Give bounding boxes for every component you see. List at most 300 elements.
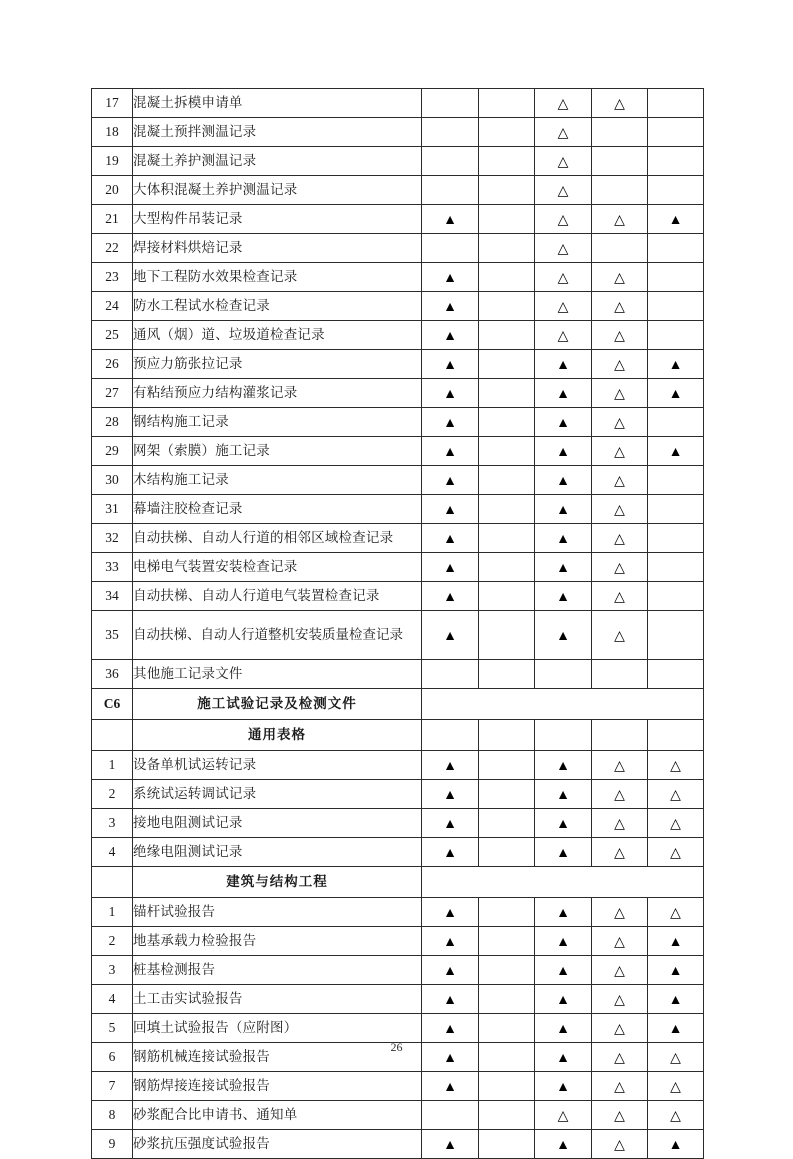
mark-cell-2 [479,927,535,956]
row-number-cell: 34 [92,582,133,611]
solid-triangle-icon: ▲ [668,1021,683,1037]
mark-cell-5 [648,118,704,147]
solid-triangle-icon: ▲ [556,905,570,921]
row-title-cell: 锚杆试验报告 [133,898,422,927]
table-row [92,1072,704,1101]
mark-cell-3 [535,466,592,495]
row-number-cell: 17 [92,89,133,118]
solid-triangle-icon: ▲ [668,357,683,373]
mark-cell-1 [422,660,479,689]
row-number-cell: 7 [92,1072,133,1101]
mark-cell-4 [592,660,648,689]
mark-cell-2 [479,89,535,118]
row-number-cell: 25 [92,321,133,350]
mark-cell-3 [535,147,592,176]
mark-cell-4 [592,1014,648,1043]
row-title-cell: 建筑与结构工程 [133,867,422,898]
mark-cell-2 [479,205,535,234]
table-row [92,689,704,720]
hollow-triangle-icon: △ [670,1050,681,1066]
hollow-triangle-icon: △ [614,1108,625,1124]
solid-triangle-icon: ▲ [668,386,683,402]
solid-triangle-icon: ▲ [556,787,570,803]
solid-triangle-icon: ▲ [556,357,570,373]
row-number-cell: 27 [92,379,133,408]
solid-triangle-icon: ▲ [556,502,570,518]
mark-cell-3 [535,495,592,524]
mark-cell-3 [535,898,592,927]
mark-cell-1 [422,809,479,838]
mark-cell-3 [535,408,592,437]
mark-cell-1 [422,611,479,660]
row-number-cell: 31 [92,495,133,524]
solid-triangle-icon: ▲ [443,560,457,576]
row-number-cell: 4 [92,985,133,1014]
hollow-triangle-icon: △ [670,905,681,921]
solid-triangle-icon: ▲ [443,589,457,605]
row-number-cell: C6 [92,689,133,720]
mark-cell-4 [592,408,648,437]
mark-cell-1 [422,466,479,495]
mark-cell-4 [592,89,648,118]
hollow-triangle-icon: △ [557,328,569,344]
solid-triangle-icon: ▲ [443,1050,457,1066]
hollow-triangle-icon: △ [614,560,625,576]
solid-triangle-icon: ▲ [443,934,457,950]
mark-cell-5 [648,89,704,118]
hollow-triangle-icon: △ [557,241,569,257]
mark-cell-4 [592,780,648,809]
row-title-cell: 砂浆配合比申请书、通知单 [133,1101,422,1130]
mark-cell-5 [648,985,704,1014]
mark-cell-2 [479,553,535,582]
table-row [92,1130,704,1159]
hollow-triangle-icon: △ [614,270,625,286]
row-title-cell: 砂浆抗压强度试验报告 [133,1130,422,1159]
row-title-cell: 混凝土养护测温记录 [133,147,422,176]
row-number-cell: 20 [92,176,133,205]
mark-cell-5 [648,408,704,437]
mark-cell-1 [422,956,479,985]
mark-cell-1 [422,1072,479,1101]
table-row [92,582,704,611]
hollow-triangle-icon: △ [614,589,625,605]
row-title-cell: 钢结构施工记录 [133,408,422,437]
hollow-triangle-icon: △ [670,845,681,861]
mark-cell-5 [648,321,704,350]
mark-cell-3 [535,553,592,582]
hollow-triangle-icon: △ [614,787,625,803]
mark-cell-2 [479,234,535,263]
table-row [92,234,704,263]
mark-cell-4 [592,898,648,927]
mark-cell-5 [648,350,704,379]
mark-cell-3 [535,751,592,780]
solid-triangle-icon: ▲ [668,934,683,950]
hollow-triangle-icon: △ [557,125,569,141]
hollow-triangle-icon: △ [614,386,625,402]
solid-triangle-icon: ▲ [556,1079,570,1095]
table-row [92,720,704,751]
row-number-cell: 2 [92,780,133,809]
mark-cell-4 [592,524,648,553]
hollow-triangle-icon: △ [614,1079,625,1095]
solid-triangle-icon: ▲ [668,1137,683,1153]
mark-cell-2 [479,780,535,809]
row-title-cell: 钢筋机械连接试验报告 [133,1043,422,1072]
row-title-cell: 地下工程防水效果检查记录 [133,263,422,292]
mark-cell-5 [648,1014,704,1043]
mark-cell-4 [592,205,648,234]
mark-cell-5 [648,437,704,466]
solid-triangle-icon: ▲ [556,589,570,605]
merged-mark-cell [422,867,704,898]
hollow-triangle-icon: △ [614,1050,625,1066]
mark-cell-4 [592,956,648,985]
row-number-cell: 19 [92,147,133,176]
table-row [92,176,704,205]
mark-cell-4 [592,466,648,495]
row-number-cell: 4 [92,838,133,867]
mark-cell-5 [648,720,704,751]
hollow-triangle-icon: △ [614,1021,625,1037]
table-row [92,147,704,176]
mark-cell-4 [592,809,648,838]
row-number-cell: 32 [92,524,133,553]
table-row [92,867,704,898]
row-number-cell: 3 [92,956,133,985]
mark-cell-1 [422,1101,479,1130]
hollow-triangle-icon: △ [557,270,569,286]
row-title-cell: 大体积混凝土养护测温记录 [133,176,422,205]
mark-cell-5 [648,379,704,408]
mark-cell-4 [592,751,648,780]
row-title-cell: 地基承载力检验报告 [133,927,422,956]
row-title-cell: 通风（烟）道、垃圾道检查记录 [133,321,422,350]
mark-cell-5 [648,1101,704,1130]
hollow-triangle-icon: △ [614,299,625,315]
table-row [92,838,704,867]
mark-cell-4 [592,985,648,1014]
row-title-cell: 网架（索膜）施工记录 [133,437,422,466]
row-title-cell: 系统试运转调试记录 [133,780,422,809]
mark-cell-4 [592,1072,648,1101]
mark-cell-4 [592,611,648,660]
row-title-cell: 焊接材料烘焙记录 [133,234,422,263]
mark-cell-1 [422,985,479,1014]
solid-triangle-icon: ▲ [443,328,457,344]
mark-cell-3 [535,611,592,660]
table-row [92,780,704,809]
mark-cell-3 [535,720,592,751]
hollow-triangle-icon: △ [614,328,625,344]
solid-triangle-icon: ▲ [556,386,570,402]
hollow-triangle-icon: △ [670,787,681,803]
mark-cell-4 [592,927,648,956]
mark-cell-4 [592,118,648,147]
solid-triangle-icon: ▲ [443,816,457,832]
mark-cell-2 [479,466,535,495]
mark-cell-4 [592,437,648,466]
merged-mark-cell [422,689,704,720]
row-number-cell: 2 [92,927,133,956]
solid-triangle-icon: ▲ [556,963,570,979]
mark-cell-1 [422,437,479,466]
mark-cell-1 [422,89,479,118]
mark-cell-5 [648,780,704,809]
mark-cell-2 [479,809,535,838]
mark-cell-2 [479,379,535,408]
hollow-triangle-icon: △ [614,473,625,489]
mark-cell-1 [422,350,479,379]
solid-triangle-icon: ▲ [443,758,457,774]
hollow-triangle-icon: △ [557,154,569,170]
mark-cell-3 [535,582,592,611]
mark-cell-1 [422,495,479,524]
mark-cell-1 [422,234,479,263]
solid-triangle-icon: ▲ [556,1021,570,1037]
solid-triangle-icon: ▲ [668,444,683,460]
mark-cell-1 [422,205,479,234]
mark-cell-5 [648,553,704,582]
row-title-cell: 桩基检测报告 [133,956,422,985]
solid-triangle-icon: ▲ [443,473,457,489]
mark-cell-2 [479,838,535,867]
mark-cell-2 [479,1014,535,1043]
mark-cell-3 [535,1130,592,1159]
row-number-cell: 3 [92,809,133,838]
solid-triangle-icon: ▲ [443,299,457,315]
row-title-cell: 钢筋焊接连接试验报告 [133,1072,422,1101]
hollow-triangle-icon: △ [614,1137,625,1153]
table-row [92,379,704,408]
mark-cell-4 [592,263,648,292]
solid-triangle-icon: ▲ [443,386,457,402]
hollow-triangle-icon: △ [614,357,625,373]
table-row [92,809,704,838]
table-row [92,985,704,1014]
hollow-triangle-icon: △ [614,758,625,774]
mark-cell-5 [648,660,704,689]
mark-cell-3 [535,234,592,263]
hollow-triangle-icon: △ [614,628,625,644]
hollow-triangle-icon: △ [614,96,625,112]
page-number: 26 [390,1040,403,1054]
hollow-triangle-icon: △ [670,1079,681,1095]
mark-cell-5 [648,838,704,867]
mark-cell-3 [535,985,592,1014]
hollow-triangle-icon: △ [614,502,625,518]
mark-cell-2 [479,985,535,1014]
table-row [92,553,704,582]
mark-cell-5 [648,466,704,495]
solid-triangle-icon: ▲ [556,473,570,489]
mark-cell-3 [535,292,592,321]
hollow-triangle-icon: △ [670,816,681,832]
mark-cell-2 [479,582,535,611]
hollow-triangle-icon: △ [670,1108,681,1124]
mark-cell-2 [479,1130,535,1159]
mark-cell-4 [592,582,648,611]
mark-cell-1 [422,780,479,809]
table-body [92,89,704,1159]
row-number-cell: 22 [92,234,133,263]
mark-cell-3 [535,379,592,408]
row-number-cell: 23 [92,263,133,292]
mark-cell-2 [479,118,535,147]
hollow-triangle-icon: △ [557,299,569,315]
hollow-triangle-icon: △ [614,845,625,861]
row-title-cell: 自动扶梯、自动人行道的相邻区域检查记录 [133,524,422,553]
mark-cell-1 [422,379,479,408]
row-title-cell: 其他施工记录文件 [133,660,422,689]
row-title-cell: 土工击实试验报告 [133,985,422,1014]
mark-cell-2 [479,292,535,321]
mark-cell-2 [479,350,535,379]
mark-cell-1 [422,751,479,780]
mark-cell-2 [479,176,535,205]
row-title-cell: 混凝土预拌测温记录 [133,118,422,147]
table-row [92,89,704,118]
solid-triangle-icon: ▲ [443,444,457,460]
mark-cell-5 [648,524,704,553]
mark-cell-3 [535,263,592,292]
hollow-triangle-icon: △ [614,444,625,460]
mark-cell-5 [648,234,704,263]
row-title-cell: 设备单机试运转记录 [133,751,422,780]
row-number-cell: 18 [92,118,133,147]
row-number-cell: 1 [92,898,133,927]
mark-cell-3 [535,1014,592,1043]
mark-cell-5 [648,495,704,524]
row-number-cell [92,720,133,751]
mark-cell-5 [648,205,704,234]
row-title-cell: 自动扶梯、自动人行道整机安装质量检查记录 [133,611,422,660]
table-row [92,205,704,234]
row-number-cell: 36 [92,660,133,689]
table-row [92,437,704,466]
table-row [92,350,704,379]
mark-cell-4 [592,234,648,263]
mark-cell-5 [648,292,704,321]
mark-cell-3 [535,660,592,689]
solid-triangle-icon: ▲ [556,816,570,832]
mark-cell-3 [535,1101,592,1130]
row-number-cell: 24 [92,292,133,321]
mark-cell-5 [648,898,704,927]
solid-triangle-icon: ▲ [443,845,457,861]
solid-triangle-icon: ▲ [556,845,570,861]
archive-records-table [91,88,704,1159]
row-title-cell: 接地电阻测试记录 [133,809,422,838]
row-number-cell: 29 [92,437,133,466]
mark-cell-4 [592,350,648,379]
mark-cell-3 [535,524,592,553]
solid-triangle-icon: ▲ [443,905,457,921]
row-title-cell: 混凝土拆模申请单 [133,89,422,118]
mark-cell-1 [422,1014,479,1043]
mark-cell-3 [535,321,592,350]
mark-cell-4 [592,321,648,350]
hollow-triangle-icon: △ [557,212,569,228]
mark-cell-2 [479,263,535,292]
solid-triangle-icon: ▲ [668,992,683,1008]
mark-cell-5 [648,176,704,205]
mark-cell-4 [592,1101,648,1130]
solid-triangle-icon: ▲ [443,992,457,1008]
table-row [92,956,704,985]
table-row [92,611,704,660]
solid-triangle-icon: ▲ [556,1050,570,1066]
row-number-cell: 6 [92,1043,133,1072]
mark-cell-5 [648,1130,704,1159]
mark-cell-2 [479,751,535,780]
row-number-cell: 21 [92,205,133,234]
mark-cell-1 [422,292,479,321]
hollow-triangle-icon: △ [614,415,625,431]
solid-triangle-icon: ▲ [443,415,457,431]
solid-triangle-icon: ▲ [443,270,457,286]
mark-cell-1 [422,1130,479,1159]
solid-triangle-icon: ▲ [556,531,570,547]
solid-triangle-icon: ▲ [556,1137,570,1153]
mark-cell-1 [422,524,479,553]
mark-cell-3 [535,205,592,234]
row-title-cell: 幕墙注胶检查记录 [133,495,422,524]
mark-cell-2 [479,898,535,927]
mark-cell-5 [648,263,704,292]
hollow-triangle-icon: △ [614,963,625,979]
solid-triangle-icon: ▲ [556,415,570,431]
row-number-cell: 9 [92,1130,133,1159]
table-row [92,1014,704,1043]
mark-cell-2 [479,408,535,437]
row-number-cell: 35 [92,611,133,660]
hollow-triangle-icon: △ [557,183,569,199]
mark-cell-3 [535,437,592,466]
mark-cell-2 [479,660,535,689]
table-row [92,118,704,147]
row-title-cell: 防水工程试水检查记录 [133,292,422,321]
solid-triangle-icon: ▲ [668,212,683,228]
mark-cell-2 [479,321,535,350]
solid-triangle-icon: ▲ [443,1079,457,1095]
mark-cell-2 [479,720,535,751]
row-title-cell: 施工试验记录及检测文件 [133,689,422,720]
mark-cell-3 [535,1072,592,1101]
table-row [92,898,704,927]
table-row [92,408,704,437]
mark-cell-1 [422,176,479,205]
table-row [92,751,704,780]
solid-triangle-icon: ▲ [443,787,457,803]
hollow-triangle-icon: △ [614,905,625,921]
mark-cell-4 [592,720,648,751]
solid-triangle-icon: ▲ [443,502,457,518]
mark-cell-5 [648,147,704,176]
solid-triangle-icon: ▲ [443,1021,457,1037]
solid-triangle-icon: ▲ [556,992,570,1008]
mark-cell-4 [592,292,648,321]
row-title-cell: 自动扶梯、自动人行道电气装置检查记录 [133,582,422,611]
row-title-cell: 预应力筋张拉记录 [133,350,422,379]
solid-triangle-icon: ▲ [443,212,457,228]
solid-triangle-icon: ▲ [556,560,570,576]
mark-cell-1 [422,118,479,147]
mark-cell-4 [592,838,648,867]
mark-cell-1 [422,582,479,611]
hollow-triangle-icon: △ [614,816,625,832]
